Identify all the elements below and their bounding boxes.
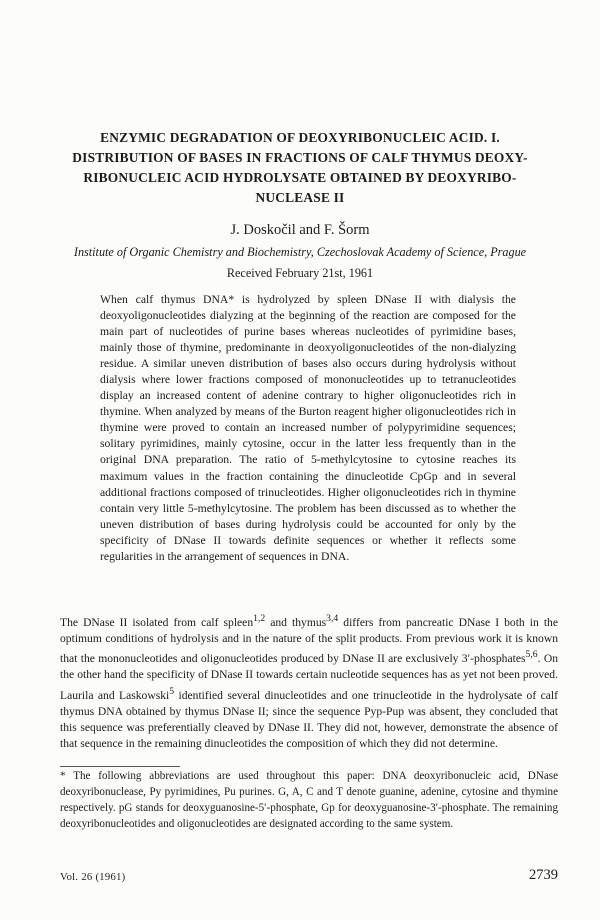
body-text: The DNase II isolated from calf spleen	[60, 615, 254, 629]
authors: J. Doskočil and F. Šorm	[230, 222, 370, 238]
abstract: When calf thymus DNA* is hydrolyzed by spleen DNase II with dialysis the deoxyoligonucleotides dialyzing at the beginning of the reaction are composed for the main part of nucleotides of purine bases whereas nucleotides of pyrimidine bases, mainly those of thymine, predominante in deoxyoligonucleotides of the non-dialyzing residue. A similar uneven distribution of bases also occurs during hydrolysis without dialysis where lower fractions composed of mononucleotides up to tetranucleotides display an increased content of adenine contrary to higher oligonucleotides rich in thymine. When analyzed by means of the Burton reagent higher oligonucleotides rich in thymine were proved to contain an increased number of polypyrimidine sequences; solitary pyrimidines, mainly cytosine, occur in the latter less frequently than in the original DNA preparation. The ratio of 5-methylcytosine to cytosine reaches its maximum values in the fraction containing the dinucleotide CpGp and in several additional fractions composed of trinucleotides. Higher oligonucleotides rich in thymine contain very little 5-methylcytosine. The problem has been discussed as to whether the uneven distribution of bases during hydrolysis could be accounted for only by the specificity of DNase II towards definite sequences or whether it reflects some regularities in the arrangement of sequences in DNA.	[100, 293, 516, 563]
paper-title	[40, 128, 560, 208]
citation-superscript: 3,4	[326, 613, 339, 624]
body-text: differs from pancreatic DNase I both in the optimum conditions of hydrolysis and in the nature of the split products. From previous work it is known that the mononucleotides and oligonucleotides produced by DNase II are exclusively 3′-phosphates	[60, 615, 558, 666]
footnote-divider	[60, 766, 180, 767]
volume-info: Vol. 26 (1961)	[60, 872, 126, 883]
citation-superscript: 5,6	[525, 649, 538, 661]
body-paragraph	[60, 611, 558, 752]
page-number: 2739	[529, 867, 558, 883]
body-text: and thymus	[265, 615, 327, 629]
institution: Institute of Organic Chemistry and Biochemistry, Czechoslovak Academy of Science, Prague	[73, 245, 527, 259]
citation-superscript: 1,2	[253, 613, 266, 624]
title-line: RIBONUCLEIC ACID HYDROLYSATE OBTAINED BY DEOXYRIBO-	[83, 170, 517, 185]
title-line: DISTRIBUTION OF BASES IN FRACTIONS OF CALF THYMUS DEOXY-	[72, 150, 528, 165]
body-text: . On the other hand the specificity of DNase II towards certain nucleotide sequences has as yet not been proved. Laurila and Laskowski	[60, 652, 558, 702]
received-date: Received February 21st, 1961	[226, 266, 374, 280]
body-text: identified several dinucleotides and one trinucleotide in the hydrolysate of calf thymus DNA obtained by thymus DNase II; since the sequence Pyp-Pup was absent, they concluded that this sequence was preferentially cleaved by DNase II. They did not, however, demonstrate the absence of that sequence in the remaining dinucleotides the composition of which they did not determine.	[60, 688, 558, 750]
title-line: ENZYMIC DEGRADATION OF DEOXYRIBONUCLEIC ACID. I.	[100, 130, 500, 145]
footnote: * The following abbreviations are used throughout this paper: DNA deoxyribonucleic acid, DNase deoxyribonuclease, Py pyrimidines, Pu purines. G, A, C and T denote guanine, adenine, cytosine and thymine respectively. pG stands for deoxyguanosine-5′-phosphate, Gp for deoxyguanosine-3′-phosphate. The remaining deoxyribonucleotides and oligonucleotides are designated according to the same system.	[60, 770, 558, 830]
citation-superscript: 5	[169, 685, 175, 697]
title-line: NUCLEASE II	[255, 190, 345, 205]
